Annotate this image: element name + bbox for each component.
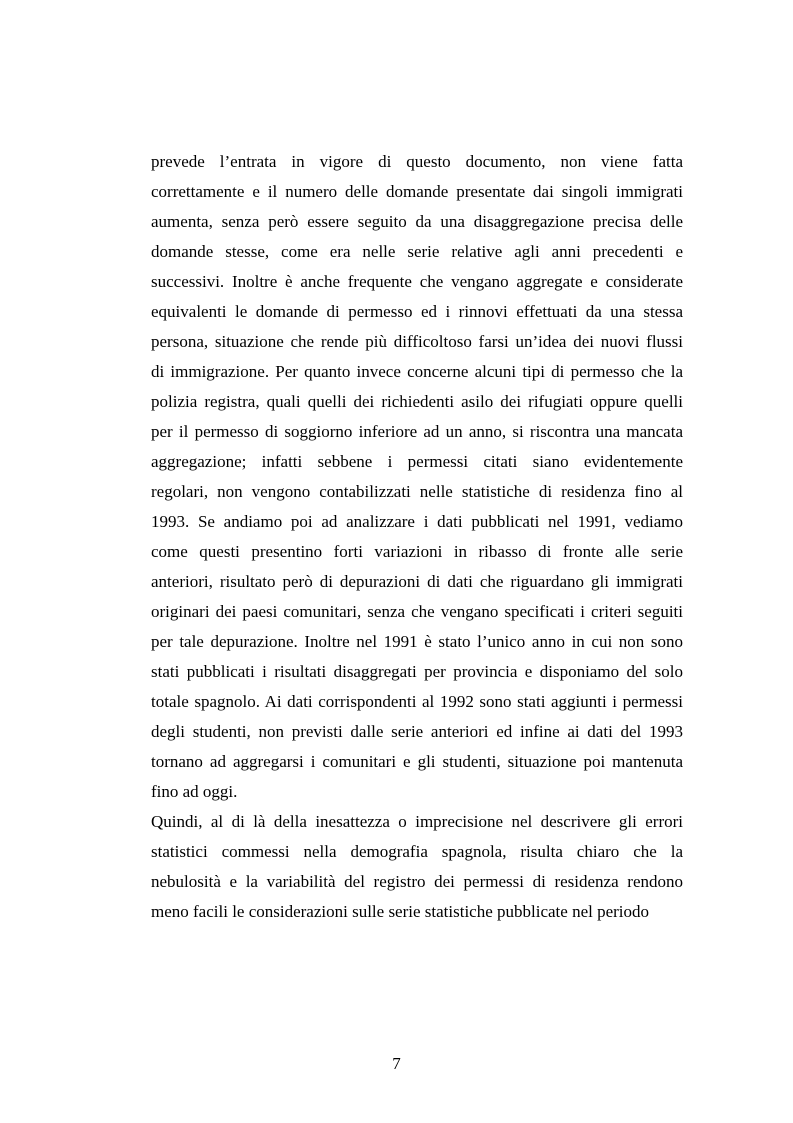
- text-line: persona, situazione che rende più difficoltoso farsi un’idea dei nuovi flussi: [151, 332, 683, 351]
- text-line: polizia registra, quali quelli dei richiedenti asilo dei rifugiati oppure quelli: [151, 392, 683, 411]
- text-line: regolari, non vengono contabilizzati nelle statistiche di residenza fino al: [151, 482, 683, 501]
- text-line: stati pubblicati i risultati disaggregati per provincia e disponiamo del solo: [151, 662, 683, 681]
- text-line: prevede l’entrata in vigore di questo documento, non viene fatta: [151, 152, 683, 171]
- text-line: per tale depurazione. Inoltre nel 1991 è stato l’unico anno in cui non sono: [151, 632, 683, 651]
- text-line: equivalenti le domande di permesso ed i rinnovi effettuati da una stessa: [151, 302, 683, 321]
- text-line: aggregazione; infatti sebbene i permessi citati siano evidentemente: [151, 452, 683, 471]
- text-line: per il permesso di soggiorno inferiore ad un anno, si riscontra una mancata: [151, 422, 683, 441]
- text-line: come questi presentino forti variazioni in ribasso di fronte alle serie: [151, 542, 683, 561]
- text-line: originari dei paesi comunitari, senza che vengano specificati i criteri seguiti: [151, 602, 683, 621]
- text-line: Quindi, al di là della inesattezza o imprecisione nel descrivere gli errori: [151, 812, 683, 831]
- text-line: anteriori, risultato però di depurazioni di dati che riguardano gli immigrati: [151, 572, 683, 591]
- text-line: di immigrazione. Per quanto invece concerne alcuni tipi di permesso che la: [151, 362, 683, 381]
- text-line: degli studenti, non previsti dalle serie anteriori ed infine ai dati del 1993: [151, 722, 683, 741]
- text-line: totale spagnolo. Ai dati corrispondenti al 1992 sono stati aggiunti i permessi: [151, 692, 683, 711]
- text-line: 1993. Se andiamo poi ad analizzare i dati pubblicati nel 1991, vediamo: [151, 512, 683, 531]
- text-line: fino ad oggi.: [151, 782, 238, 801]
- text-line: aumenta, senza però essere seguito da una disaggregazione precisa delle: [151, 212, 683, 231]
- text-line: correttamente e il numero delle domande presentate dai singoli immigrati: [151, 182, 683, 201]
- text-line: meno facili le considerazioni sulle serie statistiche pubblicate nel periodo: [151, 902, 650, 921]
- text-line: tornano ad aggregarsi i comunitari e gli studenti, situazione poi mantenuta: [151, 752, 683, 771]
- page-number: 7: [392, 1054, 401, 1073]
- text-line: statistici commessi nella demografia spagnola, risulta chiaro che la: [151, 842, 683, 861]
- text-line: successivi. Inoltre è anche frequente che vengano aggregate e considerate: [151, 272, 683, 291]
- text-line: nebulosità e la variabilità del registro dei permessi di residenza rendono: [151, 872, 683, 891]
- text-line: domande stesse, come era nelle serie relative agli anni precedenti e: [151, 242, 683, 261]
